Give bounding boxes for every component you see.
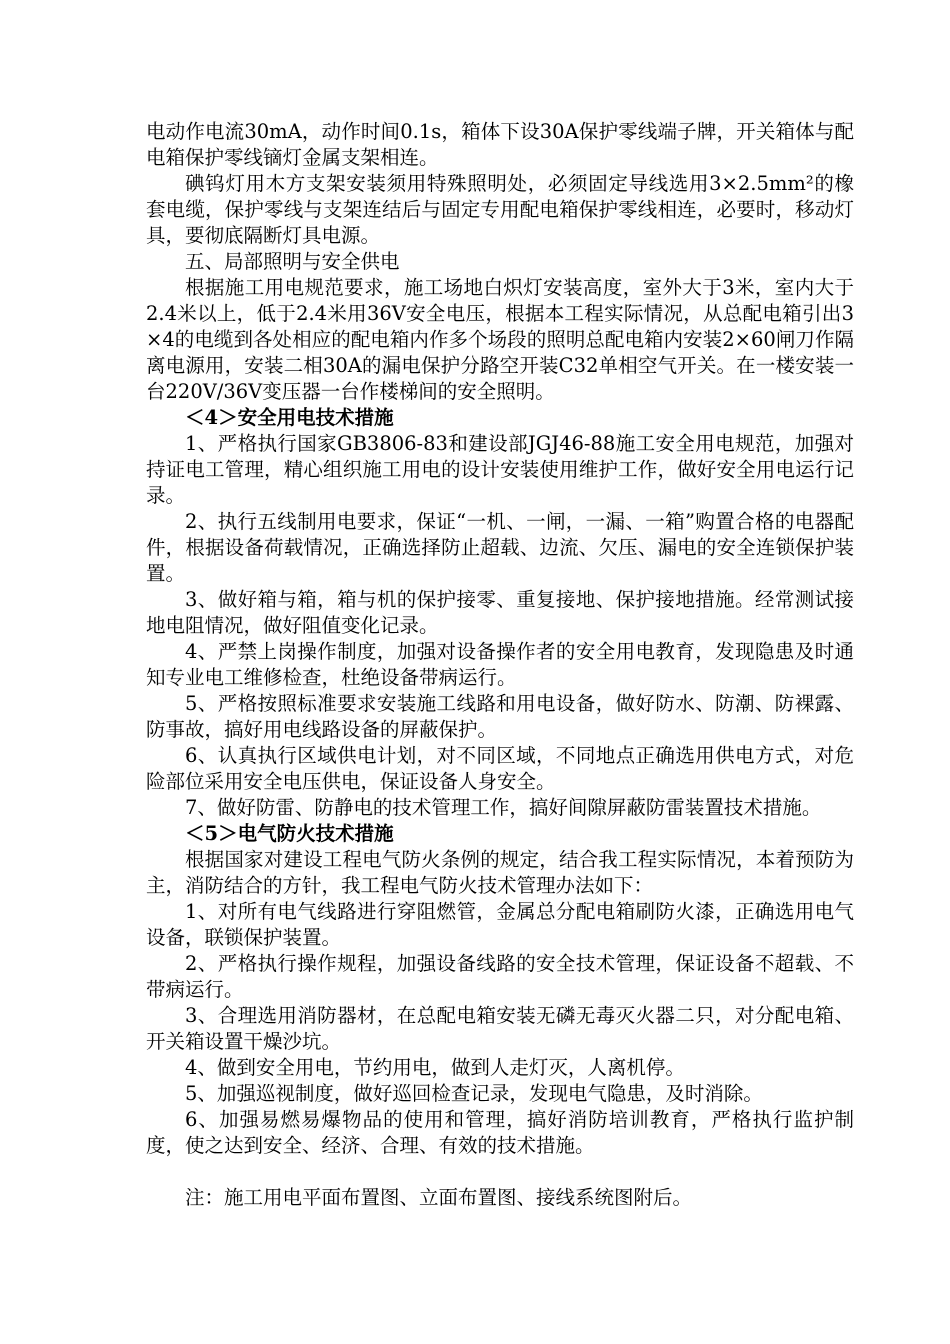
list-item-fire-1: 1、对所有电气线路进行穿阻燃管，金属总分配电箱刷防火漆，正确选用电气设备，联锁保护装置。 bbox=[146, 900, 854, 949]
list-item-safety-2: 2、执行五线制用电要求，保证“一机、一闸，一漏、一箱”购置合格的电器配件，根据设备荷载情况，正确选择防止超载、边流、欠压、漏电的安全连锁保护装置。 bbox=[146, 510, 854, 585]
list-item-fire-2: 2、严格执行操作规程，加强设备线路的安全技术管理，保证设备不超载、不带病运行。 bbox=[146, 952, 854, 1001]
list-item-fire-3: 3、合理选用消防器材，在总配电箱安装无磷无毒灭火器二只，对分配电箱、开关箱设置干燥沙坑。 bbox=[146, 1004, 854, 1053]
section-title-local-lighting: 五、局部照明与安全供电 bbox=[185, 250, 400, 273]
list-item-safety-4: 4、严禁上岗操作制度，加强对设备操作者的安全用电教育，发现隐患及时通知专业电工维修检查，杜绝设备带病运行。 bbox=[146, 640, 854, 689]
paragraph-iodine-tungsten-lamp: 碘钨灯用木方支架安装须用特殊照明处，必须固定导线选用3×2.5mm²的橡套电缆，保护零线与支架连结后与固定专用配电箱保护零线相连，必要时，移动灯具，要彻底隔断灯具电源。 bbox=[146, 172, 854, 247]
list-item-safety-7: 7、做好防雷、防静电的技术管理工作，搞好间隙屏蔽防雷装置技术措施。 bbox=[185, 796, 822, 819]
list-item-safety-3: 3、做好箱与箱，箱与机的保护接零、重复接地、保护接地措施。经常测试接地电阻情况，做好阻值变化记录。 bbox=[146, 588, 854, 637]
heading-safety-measures: ＜4＞安全用电技术措施 bbox=[185, 406, 394, 429]
note-attachments: 注：施工用电平面布置图、立面布置图、接线系统图附后。 bbox=[185, 1186, 693, 1209]
list-item-safety-6: 6、认真执行区域供电计划，对不同区域，不同地点正确选用供电方式，对危险部位采用安全电压供电，保证设备人身安全。 bbox=[146, 744, 854, 793]
list-item-fire-6: 6、加强易燃易爆物品的使用和管理，搞好消防培训教育，严格执行监护制度，使之达到安全、经济、合理、有效的技术措施。 bbox=[146, 1108, 854, 1157]
list-item-safety-1: 1、严格执行国家GB3806-83和建设部JGJ46-88施工安全用电规范，加强对持证电工管理，精心组织施工用电的设计安装使用维护工作，做好安全用电运行记录。 bbox=[146, 432, 854, 507]
blank-line bbox=[146, 1159, 854, 1185]
list-item-safety-5: 5、严格按照标准要求安装施工线路和用电设备，做好防水、防潮、防裸露、防事故，搞好用电线路设备的屏蔽保护。 bbox=[146, 692, 854, 741]
list-item-fire-5: 5、加强巡视制度，做好巡回检查记录，发现电气隐患，及时消除。 bbox=[185, 1082, 763, 1105]
heading-fire-prevention: ＜5＞电气防火技术措施 bbox=[185, 822, 394, 845]
paragraph-fire-intro: 根据国家对建设工程电气防火条例的规定，结合我工程实际情况，本着预防为主，消防结合的方针，我工程电气防火技术管理办法如下： bbox=[146, 848, 854, 897]
list-item-fire-4: 4、做到安全用电，节约用电，做到人走灯灭，人离机停。 bbox=[185, 1056, 685, 1079]
document-body bbox=[146, 119, 854, 1211]
paragraph-lighting-height: 根据施工用电规范要求，施工场地白炽灯安装高度，室外大于3米，室内大于2.4米以上，低于2.4米用36V安全电压，根据本工程实际情况，从总配电箱引出3×4的电缆到各处相应的配电箱内作多个场段的照明总配电箱内安装2×60闸刀作隔离电源用，安装二相30A的漏电保护分路空开装C32单相空气开关。在一楼安装一台220V/36V变压器一台作楼梯间的安全照明。 bbox=[146, 276, 854, 403]
paragraph-leakage-protector: 电动作电流30mA，动作时间0.1s，箱体下设30A保护零线端子牌，开关箱体与配电箱保护零线镝灯金属支架相连。 bbox=[146, 120, 854, 169]
